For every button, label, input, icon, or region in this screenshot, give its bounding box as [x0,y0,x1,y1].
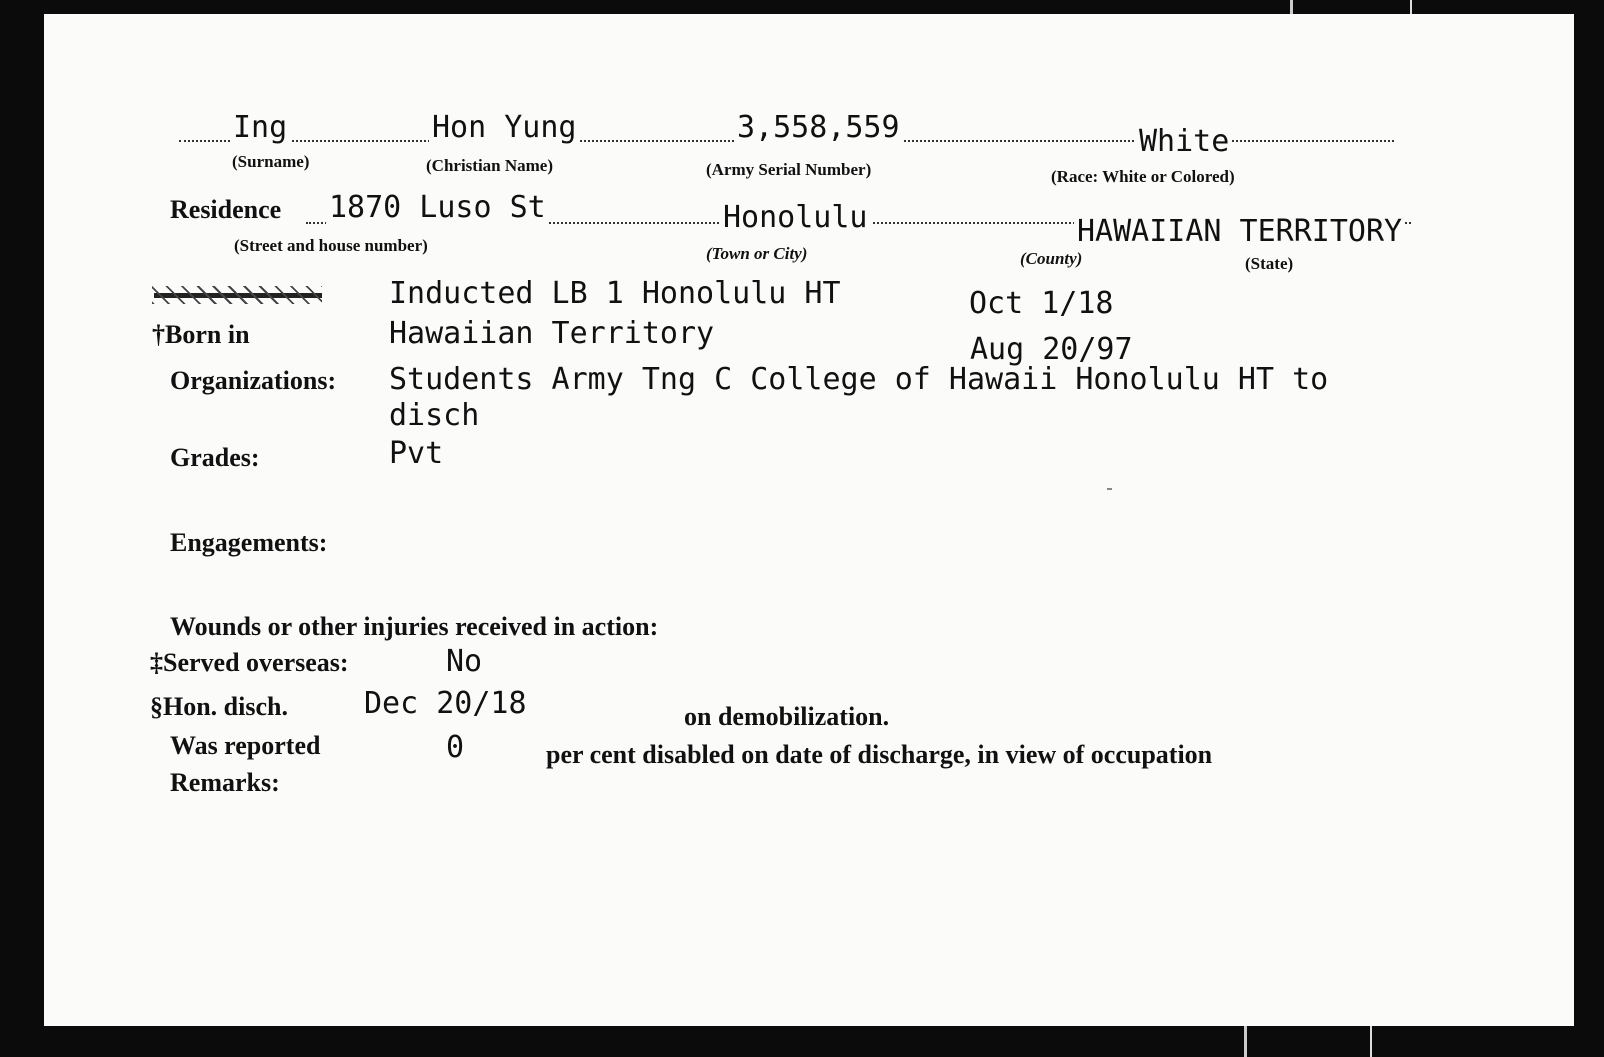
residence-label: Residence [170,195,282,224]
hon-disch-suffix: on demobilization. [684,702,890,731]
organizations-value-line2: disch [389,398,480,433]
race-caption: (Race: White or Colored) [1051,167,1235,186]
grades-label: Grades: [170,443,260,472]
state-value: HAWAIIAN TERRITORY [1074,214,1405,249]
state-caption: (State) [1245,254,1294,273]
organizations-value-line1: Students Army Tng C College of Hawaii Honolulu HT to [389,362,1329,397]
service-record-card [44,14,1574,1026]
christian-name-value: Hon Yung [429,110,580,145]
surname-caption: (Surname) [232,152,310,171]
scan-mark [1290,0,1293,14]
hon-disch-date: Dec 20/18 [364,686,527,721]
served-overseas-label: ‡Served overseas: [150,648,349,677]
christian-name-caption: (Christian Name) [426,156,554,175]
street-caption: (Street and house number) [234,236,428,255]
town-caption: (Town or City) [706,244,808,263]
town-value: Honolulu [720,200,871,235]
serial-number-value: 3,558,559 [734,110,903,145]
surname-value: Ing [230,110,290,145]
born-date: Aug 20/97 [970,332,1133,367]
reported-suffix: per cent disabled on date of discharge, in view of occupation [546,740,1213,769]
reported-label: Was reported [170,731,321,760]
inducted-date: Oct 1/18 [969,286,1114,321]
serial-number-caption: (Army Serial Number) [706,160,872,179]
remarks-label: Remarks: [170,768,280,797]
born-value: Hawaiian Territory [389,316,715,351]
scan-mark [1370,1026,1372,1057]
grades-value: Pvt [389,436,444,471]
organizations-label: Organizations: [170,366,337,395]
born-label: †Born in [152,320,250,349]
scan-mark [1410,0,1412,14]
scan-speck [1107,488,1112,490]
county-caption: (County) [1020,249,1083,268]
struck-out-label [152,284,324,306]
reported-value: 0 [446,730,465,765]
street-value: 1870 Luso St [326,190,549,225]
scan-mark [1244,1026,1247,1057]
wounds-label: Wounds or other injuries received in action: [170,612,659,641]
served-overseas-value: No [446,644,483,679]
engagements-label: Engagements: [170,528,328,557]
hon-disch-label: §Hon. disch. [150,692,288,721]
inducted-value: Inducted LB 1 Honolulu HT [389,276,841,311]
race-value: White [1136,124,1232,159]
